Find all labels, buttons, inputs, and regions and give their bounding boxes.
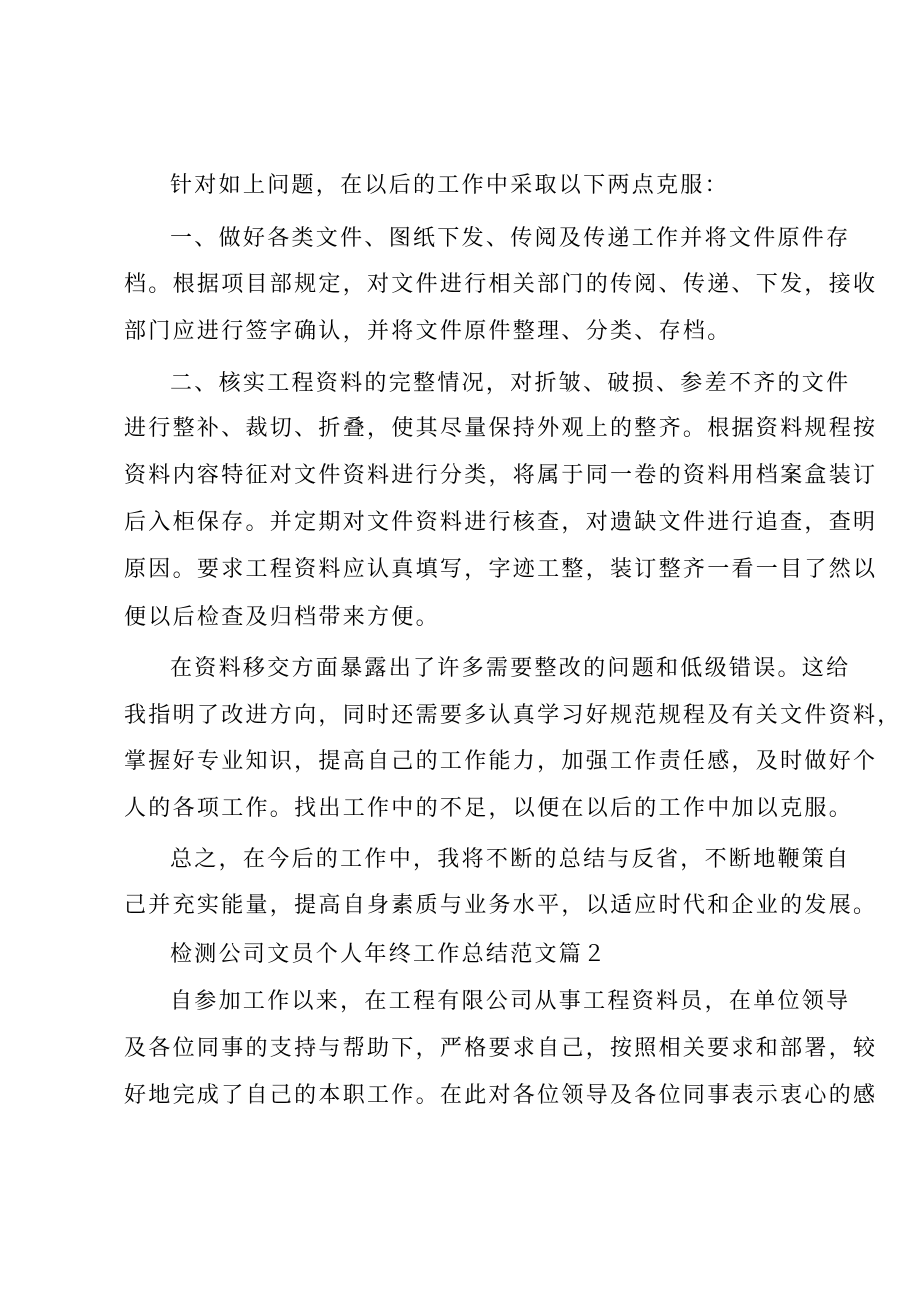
paragraph-line: 在资料移交方面暴露出了许多需要整改的问题和低级错误。这给 bbox=[170, 656, 851, 681]
paragraph-line: 针对如上问题，在以后的工作中采取以下两点克服： bbox=[170, 173, 729, 198]
paragraph-line: 及各位同事的支持与帮助下，严格要求自己，按照相关要求和部署，较 bbox=[124, 1036, 878, 1061]
section-heading: 检测公司文员个人年终工作总结范文篇２ bbox=[170, 942, 608, 967]
paragraph-line: 资料内容特征对文件资料进行分类，将属于同一卷的资料用档案盒装订 bbox=[124, 463, 878, 488]
paragraph-line: 后入柜保存。并定期对文件资料进行核查，对遗缺文件进行追查，查明 bbox=[124, 510, 878, 535]
paragraph-line: 部门应进行签字确认，并将文件原件整理、分类、存档。 bbox=[124, 319, 732, 344]
paragraph-line: 原因。要求工程资料应认真填写，字迹工整，装订整齐一看一目了然以 bbox=[124, 557, 878, 582]
paragraph-line: 档。根据项目部规定，对文件进行相关部门的传阅、传递、下发，接收 bbox=[124, 272, 878, 297]
paragraph-line: 自参加工作以来，在工程有限公司从事工程资料员，在单位领导 bbox=[170, 989, 851, 1014]
paragraph-line: 二、核实工程资料的完整情况，对折皱、破损、参差不齐的文件 bbox=[170, 371, 851, 396]
paragraph-line: 己并充实能量，提高自身素质与业务水平，以适应时代和企业的发展。 bbox=[124, 893, 878, 918]
paragraph-line: 进行整补、裁切、折叠，使其尽量保持外观上的整齐。根据资料规程按 bbox=[124, 416, 878, 441]
paragraph-line: 我指明了改进方向，同时还需要多认真学习好规范规程及有关文件资料， bbox=[124, 703, 902, 728]
paragraph-line: 好地完成了自己的本职工作。在此对各位领导及各位同事表示衷心的感 bbox=[124, 1083, 878, 1108]
paragraph-line: 人的各项工作。找出工作中的不足，以便在以后的工作中加以克服。 bbox=[124, 796, 854, 821]
paragraph-line: 便以后检查及归档带来方便。 bbox=[124, 605, 440, 630]
paragraph-line: 一、做好各类文件、图纸下发、传阅及传递工作并将文件原件存 bbox=[170, 226, 851, 251]
paragraph-line: 总之，在今后的工作中，我将不断的总结与反省，不断地鞭策自 bbox=[170, 847, 851, 872]
paragraph-line: 掌握好专业知识，提高自己的工作能力，加强工作责任感，及时做好个 bbox=[124, 749, 878, 774]
